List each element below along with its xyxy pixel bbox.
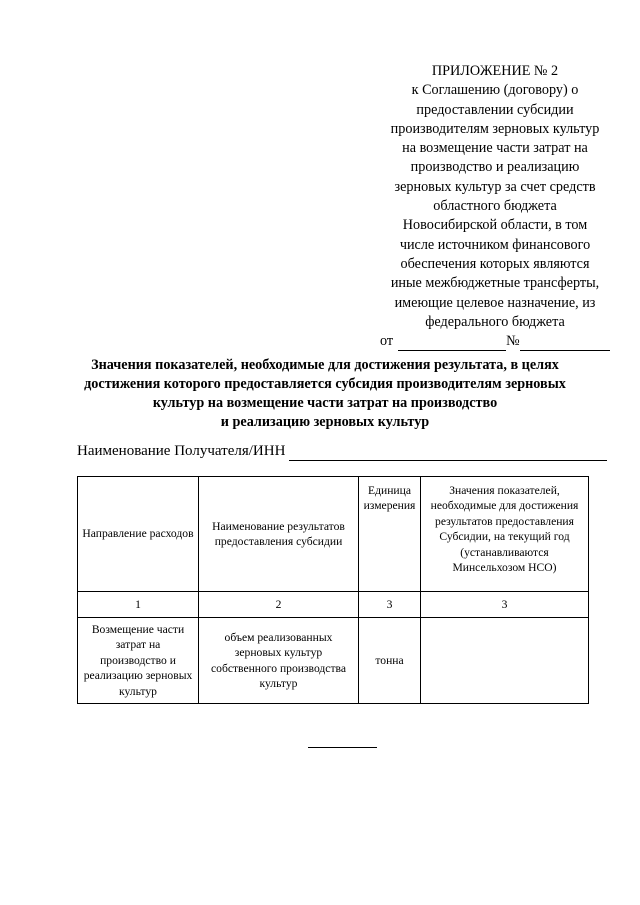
- header-unit: Единица измерения: [359, 477, 421, 592]
- appendix-line: числе источником финансового: [399, 236, 591, 253]
- recipient-label: Наименование Получателя/ИНН: [77, 443, 286, 459]
- title-line: достижения которого предоставляется субсидия производителям зерновых: [84, 376, 566, 392]
- cell-direction: Возмещение части затрат на производство и реализацию зерновых культур: [78, 618, 199, 704]
- recipient-line: [77, 441, 607, 461]
- appendix-line: предоставлении субсидии: [416, 101, 574, 118]
- table-row: [78, 618, 589, 704]
- title-line: и реализацию зерновых культур: [220, 414, 430, 430]
- cell-unit: тонна: [359, 618, 421, 704]
- appendix-line: производителям зерновых культур: [390, 120, 600, 137]
- appendix-line: производство и реализацию: [410, 159, 580, 176]
- number-sign: №: [506, 333, 520, 350]
- appendix-line: зерновых культур за счет средств: [394, 178, 596, 195]
- appendix-title: ПРИЛОЖЕНИЕ № 2: [431, 63, 559, 79]
- header-result: Наименование результатов предоставления субсидии: [199, 477, 359, 592]
- header-value: Значения показателей, необходимые для достижения результатов предоставления Субсидии, на текущий год (устанавливаются Минсельхозом НСО): [421, 477, 589, 592]
- cell-value[interactable]: [421, 618, 589, 704]
- table-number-row: [78, 592, 589, 618]
- appendix-line: Новосибирской области, в том: [402, 217, 588, 234]
- column-number: 3: [421, 592, 589, 618]
- document-title: [60, 356, 590, 432]
- recipient-blank-field[interactable]: [289, 445, 607, 461]
- header-direction: Направление расходов: [78, 477, 199, 592]
- appendix-line: имеющие целевое назначение, из: [394, 294, 596, 311]
- agreement-date-number-line: [380, 332, 610, 351]
- appendix-header: [380, 62, 610, 351]
- indicators-table: [77, 476, 589, 704]
- appendix-line: областного бюджета: [433, 198, 557, 215]
- table-header-row: [78, 477, 589, 592]
- appendix-line: к Соглашению (договору) о: [411, 82, 579, 99]
- date-prefix: от: [380, 333, 394, 350]
- date-blank-field[interactable]: [398, 336, 506, 351]
- column-number: 2: [199, 592, 359, 618]
- column-number: 3: [359, 592, 421, 618]
- column-number: 1: [78, 592, 199, 618]
- footer-rule: [308, 747, 377, 748]
- appendix-line: федерального бюджета: [425, 313, 565, 330]
- title-line: культур на возмещение части затрат на производство: [152, 395, 498, 411]
- appendix-line: обеспечения которых являются: [400, 255, 590, 272]
- appendix-line: иные межбюджетные трансферты,: [390, 275, 600, 292]
- title-line: Значения показателей, необходимые для достижения результата, в целях: [91, 357, 559, 373]
- number-blank-field[interactable]: [520, 336, 610, 351]
- appendix-line: на возмещение части затрат на: [402, 140, 588, 157]
- cell-result: объем реализованных зерновых культур собственного производства культур: [199, 618, 359, 704]
